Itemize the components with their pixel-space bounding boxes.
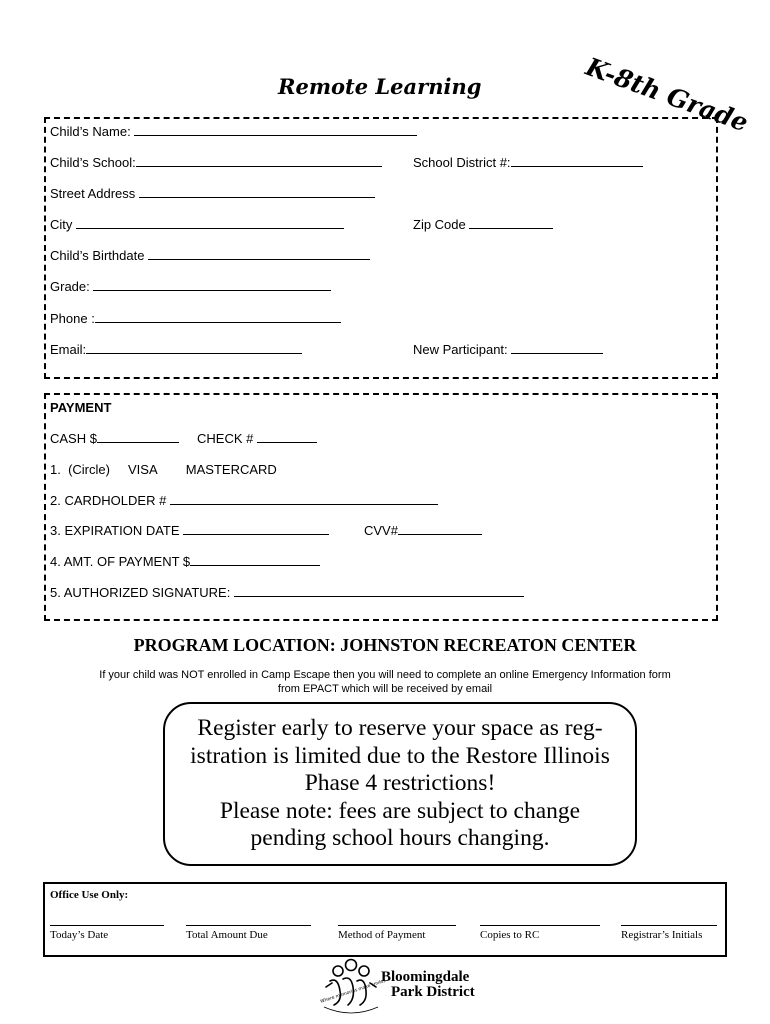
registration-callout	[163, 702, 637, 866]
cash-field[interactable]	[97, 431, 179, 443]
zip-label: Zip Code	[413, 217, 466, 232]
phone-label: Phone :	[50, 311, 95, 326]
check-label: CHECK #	[197, 431, 254, 446]
child-name-row	[50, 124, 417, 139]
child-school-field[interactable]	[136, 155, 382, 167]
check-row	[197, 431, 317, 446]
today-date-label: Today’s Date	[50, 929, 109, 941]
phone-row	[50, 311, 341, 326]
enrollment-note-line-2: from EPACT which will be received by email	[277, 683, 493, 695]
cvv-field[interactable]	[398, 523, 482, 535]
amount-label: 4. AMT. OF PAYMENT $	[50, 554, 191, 569]
signature-label: 5. AUTHORIZED SIGNATURE:	[50, 585, 231, 600]
expiration-label: 3. EXPIRATION DATE	[50, 523, 180, 538]
signature-row	[50, 585, 524, 600]
office-use-title: Office Use Only:	[50, 889, 129, 901]
amount-row	[50, 554, 320, 569]
enrollment-note-line-1: If your child was NOT enrolled in Camp Escape then you will need to complete an online Emergency Information form	[99, 669, 671, 681]
child-school-row	[50, 155, 382, 170]
registrar-initials-line	[621, 924, 717, 926]
school-district-label: School District #:	[413, 155, 511, 170]
expiration-field[interactable]	[183, 523, 329, 535]
amount-field[interactable]	[190, 554, 320, 566]
street-row	[50, 186, 375, 201]
callout-line-4: Please note: fees are subject to change	[219, 797, 581, 824]
method-of-payment-line	[338, 924, 456, 926]
city-field[interactable]	[76, 217, 344, 229]
birthdate-row	[50, 248, 370, 263]
street-label: Street Address	[50, 186, 136, 201]
registrar-initials-label: Registrar’s Initials	[621, 929, 703, 941]
birthdate-field[interactable]	[148, 248, 370, 260]
grade-level-title: K-8th Grade	[582, 52, 752, 138]
office-registrar-initials[interactable]	[621, 924, 717, 941]
new-participant-field[interactable]	[511, 342, 603, 354]
cash-label: CASH $	[50, 431, 97, 446]
office-method-of-payment[interactable]	[338, 924, 456, 941]
method-of-payment-label: Method of Payment	[338, 929, 426, 941]
office-copies-to-rc[interactable]	[480, 924, 600, 941]
park-district-logo	[320, 957, 488, 1017]
phone-field[interactable]	[95, 311, 341, 323]
expiration-row	[50, 523, 329, 538]
email-field[interactable]	[86, 342, 302, 354]
callout-line-3: Phase 4 restrictions!	[304, 770, 496, 796]
payment-heading: PAYMENT	[50, 400, 112, 415]
grade-field[interactable]	[93, 279, 331, 291]
logo-name-line-1: Bloomingdale	[381, 969, 470, 985]
logo-name-line-2: Park District	[391, 984, 475, 1000]
child-name-field[interactable]	[134, 124, 417, 136]
cash-row	[50, 431, 179, 446]
logo-tagline: Where memories make smiles	[320, 978, 387, 1005]
cardholder-label: 2. CARDHOLDER #	[50, 493, 167, 508]
card-type-row[interactable]: 1. (Circle) VISA MASTERCARD	[50, 462, 277, 477]
check-field[interactable]	[257, 431, 317, 443]
school-district-row	[413, 155, 643, 170]
office-total-amount[interactable]	[186, 924, 311, 941]
program-location-heading: PROGRAM LOCATION: JOHNSTON RECREATON CENTER	[133, 635, 637, 655]
office-use-box	[43, 882, 727, 957]
child-school-label: Child’s School:	[50, 155, 136, 170]
office-today-date[interactable]	[50, 924, 164, 941]
copies-to-rc-label: Copies to RC	[480, 929, 540, 941]
birthdate-label: Child’s Birthdate	[50, 248, 145, 263]
cardholder-field[interactable]	[170, 493, 438, 505]
total-amount-line	[186, 924, 311, 926]
today-date-line	[50, 924, 164, 926]
signature-field[interactable]	[234, 585, 524, 597]
street-field[interactable]	[139, 186, 375, 198]
new-participant-label: New Participant:	[413, 342, 508, 357]
email-label: Email:	[50, 342, 87, 357]
cvv-row	[364, 523, 482, 538]
new-participant-row	[413, 342, 603, 357]
page-title: Remote Learning	[278, 74, 482, 99]
email-row	[50, 342, 302, 357]
total-amount-label: Total Amount Due	[186, 929, 268, 941]
copies-to-rc-line	[480, 924, 600, 926]
grade-row	[50, 279, 331, 294]
city-row	[50, 217, 344, 232]
zip-field[interactable]	[469, 217, 553, 229]
callout-line-5: pending school hours changing.	[250, 825, 550, 851]
zip-row	[413, 217, 553, 232]
cardholder-row	[50, 493, 438, 508]
enrollment-note	[20, 668, 750, 696]
child-name-label: Child’s Name:	[50, 124, 131, 139]
grade-label: Grade:	[50, 279, 90, 294]
cvv-label: CVV#	[364, 523, 398, 538]
school-district-field[interactable]	[511, 155, 643, 167]
city-label: City	[50, 217, 73, 232]
callout-line-1: Register early to reserve your space as reg-	[197, 715, 603, 741]
callout-line-2: istration is limited due to the Restore Illinois	[190, 742, 610, 769]
